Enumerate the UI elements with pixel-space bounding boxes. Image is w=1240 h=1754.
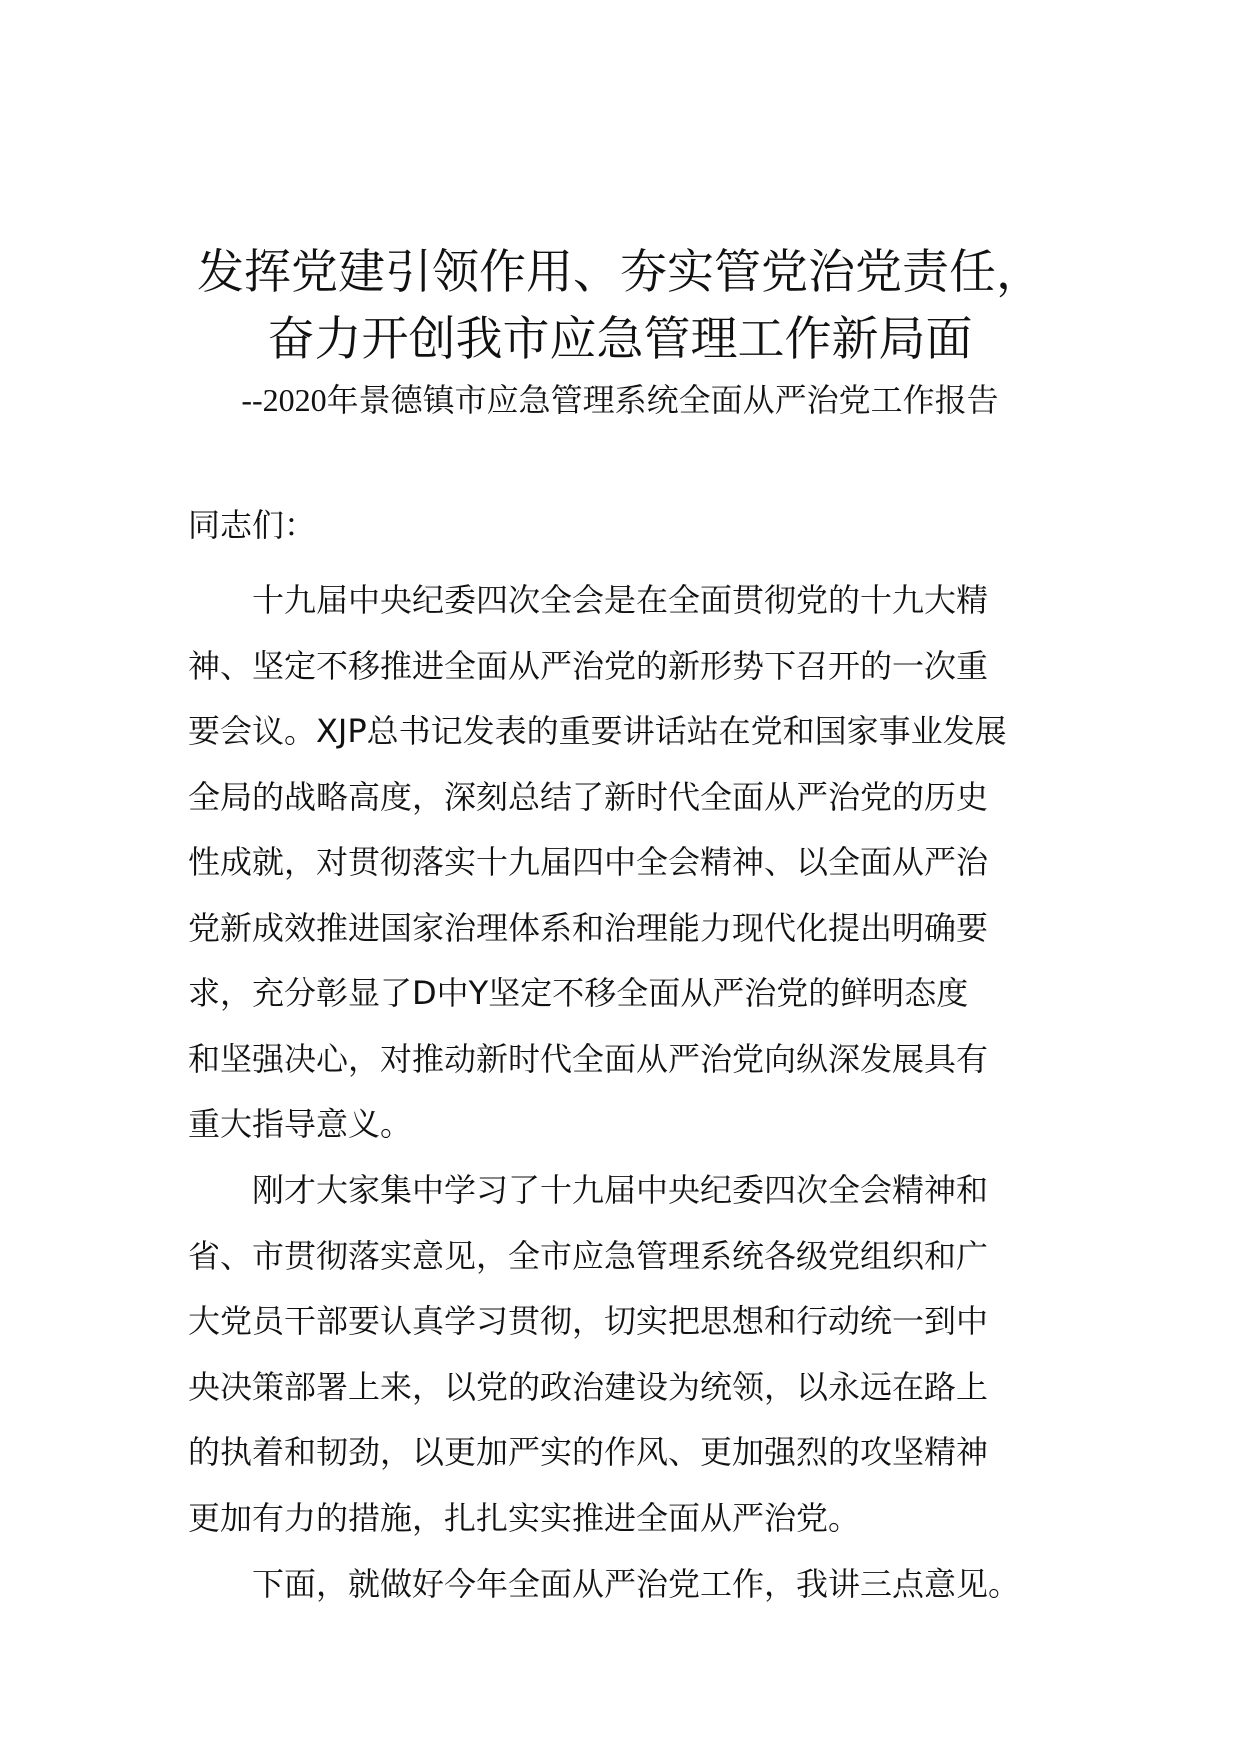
paragraph-line: 更加有力的措施，扎扎实实推进全面从严治党。	[188, 1498, 861, 1537]
paragraph-1	[188, 568, 1068, 1158]
paragraph-line: 求，充分彰显了D中Y坚定不移全面从严治党的鲜明态度	[188, 974, 969, 1012]
paragraph-line: 的执着和韧劲，以更加严实的作风、更加强烈的攻坚精神	[188, 1433, 989, 1471]
salutation: 同志们：	[188, 506, 317, 544]
paragraph-line: 全局的战略高度，深刻总结了新时代全面从严治党的历史	[188, 777, 989, 816]
paragraph-line: 刚才大家集中学习了十九届中央纪委四次全会精神和	[252, 1171, 989, 1209]
document-title-line-1: 发挥党建引领作用、夯实管党治党责任，	[197, 245, 1043, 300]
paragraph-line: 要会议。XJP总书记发表的重要讲话站在党和国家事业发展	[188, 712, 1007, 750]
paragraph-line: 大党员干部要认真学习贯彻，切实把思想和行动统一到中	[188, 1302, 989, 1340]
paragraph-line: 性成就，对贯彻落实十九届四中全会精神、以全面从严治	[188, 843, 989, 881]
paragraph-line: 下面，就做好今年全面从严治党工作，我讲三点意见。	[252, 1565, 1021, 1603]
paragraph-line: 和坚强决心，对推动新时代全面从严治党向纵深发展具有	[188, 1039, 989, 1078]
paragraph-line: 央决策部署上来，以党的政治建设为统领，以永远在路上	[188, 1367, 989, 1406]
paragraph-2	[188, 1158, 1068, 1551]
paragraph-line: 省、市贯彻落实意见，全市应急管理系统各级党组织和广	[188, 1236, 989, 1275]
paragraph-line: 十九届中央纪委四次全会是在全面贯彻党的十九大精	[252, 581, 989, 619]
document-subtitle: --2020年景德镇市应急管理系统全面从严治党工作报告	[241, 382, 999, 418]
paragraph-line: 神、坚定不移推进全面从严治党的新形势下召开的一次重	[188, 646, 989, 685]
document-title-line-2: 奋力开创我市应急管理工作新局面	[267, 312, 973, 367]
paragraph-line: 党新成效推进国家治理体系和治理能力现代化提出明确要	[188, 908, 989, 947]
paragraph-line: 重大指导意义。	[188, 1105, 413, 1143]
paragraph-3	[188, 1552, 1068, 1618]
